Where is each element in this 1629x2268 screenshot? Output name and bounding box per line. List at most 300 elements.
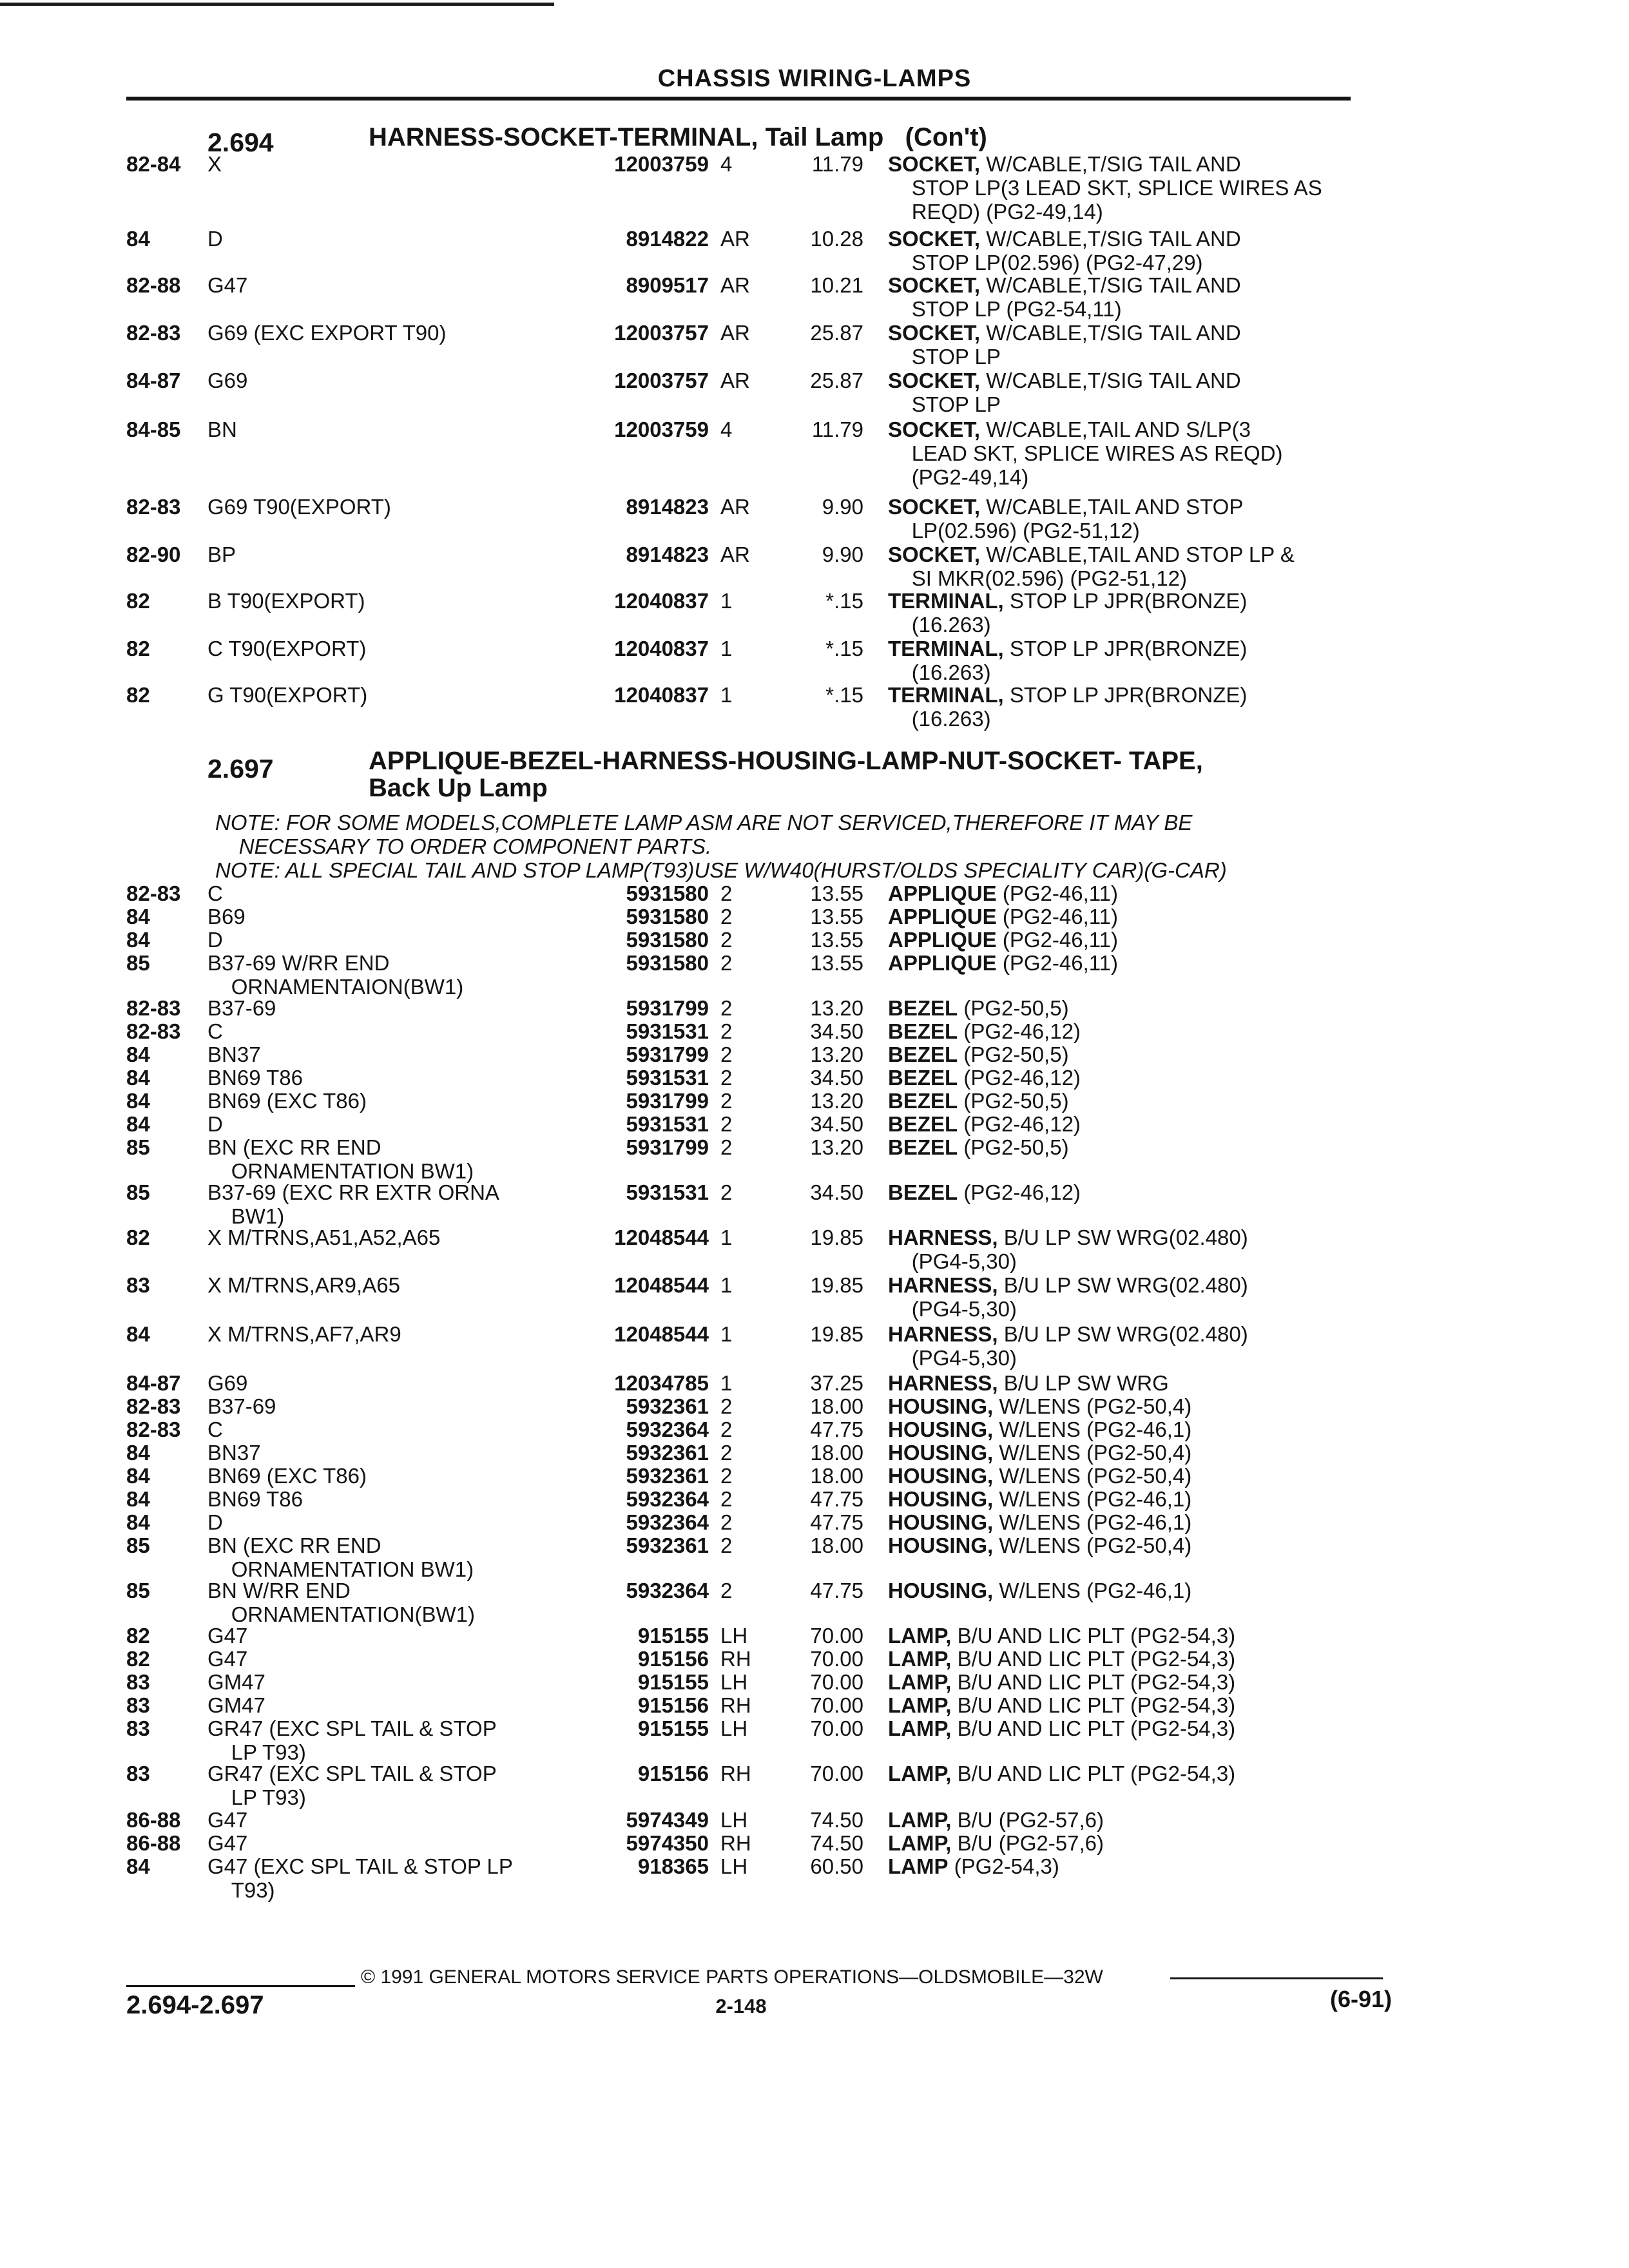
part-number: 5931799 [626, 996, 709, 1020]
quantity: 2 [720, 1089, 733, 1113]
part-number: 12003757 [614, 369, 709, 392]
part-number: 8914823 [626, 543, 709, 566]
price: 34.50 [810, 1066, 863, 1090]
part-name-detail: W/LENS (PG2-46,1) [993, 1510, 1192, 1534]
model-years: 84 [126, 1322, 150, 1346]
part-name-keyword: TERMINAL, [888, 589, 1004, 613]
part-name [888, 1418, 1378, 1441]
part-name-keyword: HOUSING, [888, 1579, 994, 1602]
model-years: 84-87 [126, 369, 181, 392]
section-range: 2.694-2.697 [126, 1991, 264, 2019]
price: 47.75 [810, 1418, 863, 1441]
model-years: 83 [126, 1670, 150, 1694]
part-name-keyword: APPLIQUE [888, 905, 997, 928]
table-row [0, 683, 1629, 731]
part-name-detail: B/U LP SW WRG(02.480) (PG4-5,30) [911, 1322, 1248, 1370]
model-years: 84 [126, 1112, 150, 1136]
model-description: BN69 (EXC T86) [207, 1089, 367, 1113]
part-name-keyword: BEZEL [888, 1043, 958, 1066]
part-name-detail: (PG2-46,12) [958, 1180, 1081, 1204]
quantity: 4 [720, 418, 733, 441]
part-name-detail: (PG2-46,11) [996, 881, 1119, 905]
model-years: 82-83 [126, 321, 181, 345]
model-description: C [207, 1019, 223, 1043]
price: 70.00 [810, 1693, 863, 1717]
part-name [888, 152, 1378, 224]
part-number: 12048544 [614, 1322, 709, 1346]
price: 11.79 [811, 152, 863, 176]
table-row [0, 543, 1629, 590]
part-name-keyword: HARNESS, [888, 1322, 998, 1346]
part-name [888, 881, 1378, 905]
price: 18.00 [810, 1464, 863, 1488]
section-title: HARNESS-SOCKET-TERMINAL, Tail Lamp (Con't) [369, 123, 987, 151]
part-number: 5931531 [626, 1066, 709, 1090]
quantity: 2 [720, 928, 733, 952]
part-name [888, 273, 1378, 321]
part-name-keyword: BEZEL [888, 1019, 958, 1043]
model-years: 84 [126, 1487, 150, 1511]
part-name-detail: (PG2-46,11) [996, 905, 1119, 928]
part-number: 918365 [637, 1854, 709, 1878]
quantity: 2 [720, 1464, 733, 1488]
part-number: 915156 [637, 1647, 709, 1671]
price: *.15 [825, 589, 863, 613]
price: 13.55 [810, 881, 863, 905]
model-years: 84 [126, 905, 150, 928]
part-name [888, 996, 1378, 1020]
part-number: 5931580 [626, 928, 709, 952]
quantity: AR [720, 227, 750, 251]
model-years: 82 [126, 683, 150, 707]
model-description: BN69 (EXC T86) [207, 1464, 367, 1488]
part-name-detail: (PG2-50,5) [958, 1089, 1069, 1113]
model-description: GM47 [207, 1670, 265, 1694]
part-number: 915155 [637, 1670, 709, 1694]
table-row [0, 1854, 1629, 1902]
price: 9.90 [822, 495, 863, 519]
model-description: G47 [207, 273, 248, 297]
part-name-detail: W/LENS (PG2-50,4) [993, 1441, 1192, 1465]
table-row [0, 418, 1629, 489]
part-name-detail: STOP LP JPR(BRONZE) (16.263) [911, 589, 1248, 637]
part-name [888, 1808, 1378, 1832]
part-number: 12003759 [614, 418, 709, 441]
part-name [888, 1831, 1378, 1855]
part-name-keyword: LAMP, [888, 1831, 952, 1855]
table-row [0, 152, 1629, 224]
model-years: 82-83 [126, 881, 181, 905]
part-name [888, 418, 1378, 489]
page-title: CHASSIS WIRING-LAMPS [657, 65, 972, 92]
title-rule [126, 97, 1351, 101]
part-name [888, 637, 1378, 684]
model-description: D [207, 1112, 223, 1136]
quantity: 2 [720, 1066, 733, 1090]
quantity: 2 [720, 996, 733, 1020]
part-number: 5932364 [626, 1510, 709, 1534]
model-years: 85 [126, 1579, 150, 1602]
part-name-detail: STOP LP JPR(BRONZE) (16.263) [911, 637, 1248, 684]
model-description: G69 [207, 369, 248, 392]
price: 60.50 [810, 1854, 863, 1878]
model-description: BN W/RR END ORNAMENTATION(BW1) [207, 1579, 475, 1626]
part-name-keyword: SOCKET, [888, 369, 981, 392]
part-name-keyword: SOCKET, [888, 418, 981, 441]
quantity: 2 [720, 1579, 733, 1602]
footer-rule [126, 1985, 355, 1987]
table-row [0, 951, 1629, 999]
part-name-keyword: BEZEL [888, 1112, 958, 1136]
part-number: 5932364 [626, 1579, 709, 1602]
table-row [0, 1322, 1629, 1370]
price: 18.00 [810, 1441, 863, 1465]
part-name-keyword: LAMP, [888, 1647, 952, 1671]
table-row [0, 1716, 1629, 1764]
part-name [888, 1693, 1378, 1717]
part-name-keyword: HARNESS, [888, 1273, 998, 1297]
model-years: 82 [126, 589, 150, 613]
part-number: 12040837 [614, 637, 709, 660]
part-number: 5932361 [626, 1533, 709, 1557]
part-name-keyword: HOUSING, [888, 1441, 994, 1465]
price: 13.55 [810, 928, 863, 952]
price: 70.00 [810, 1762, 863, 1785]
part-name [888, 543, 1378, 590]
model-years: 82 [126, 637, 150, 660]
model-description: D [207, 1510, 223, 1534]
quantity: 2 [720, 1135, 733, 1159]
quantity: AR [720, 369, 750, 392]
price: 47.75 [810, 1510, 863, 1534]
table-row [0, 1180, 1629, 1228]
part-name [888, 1019, 1378, 1043]
part-name [888, 1854, 1378, 1878]
table-row [0, 273, 1629, 321]
model-years: 84 [126, 1464, 150, 1488]
part-name-keyword: SOCKET, [888, 273, 981, 297]
model-years: 84 [126, 1510, 150, 1534]
part-name-keyword: BEZEL [888, 1135, 958, 1159]
price: 34.50 [810, 1112, 863, 1136]
part-name-detail: B/U AND LIC PLT (PG2-54,3) [951, 1693, 1236, 1717]
price: 19.85 [810, 1322, 863, 1346]
model-description: D [207, 227, 223, 251]
model-years: 82 [126, 1624, 150, 1648]
part-name-detail: (PG2-46,11) [996, 951, 1119, 975]
model-description: G47 [207, 1624, 248, 1648]
part-name [888, 1066, 1378, 1090]
part-name [888, 1225, 1378, 1273]
part-name [888, 495, 1378, 543]
model-description: G T90(EXPORT) [207, 683, 368, 707]
part-name-keyword: HARNESS, [888, 1371, 998, 1395]
price: 13.20 [810, 1043, 863, 1066]
part-number: 5931799 [626, 1089, 709, 1113]
copyright: © 1991 GENERAL MOTORS SERVICE PARTS OPERATIONS—OLDSMOBILE—32W [361, 1966, 1103, 1988]
part-name-keyword: LAMP, [888, 1762, 952, 1785]
model-description: X [207, 152, 222, 176]
quantity: 2 [720, 1180, 733, 1204]
part-name-keyword: LAMP, [888, 1693, 952, 1717]
section-note: NOTE: FOR SOME MODELS,COMPLETE LAMP ASM ARE NOT SERVICED,THEREFORE IT MAY BE NECESSARY TO ORDER COMPONENT PARTS. [215, 811, 1193, 858]
part-name [888, 1089, 1378, 1113]
quantity: LH [720, 1624, 748, 1648]
part-number: 5931580 [626, 881, 709, 905]
model-description: GM47 [207, 1693, 265, 1717]
part-number: 8914823 [626, 495, 709, 519]
part-number: 5932364 [626, 1418, 709, 1441]
price: 18.00 [810, 1394, 863, 1418]
table-row [0, 1135, 1629, 1183]
model-description: BN69 T86 [207, 1487, 303, 1511]
price: *.15 [825, 637, 863, 660]
price: 34.50 [810, 1180, 863, 1204]
part-name-detail: W/CABLE,T/SIG TAIL AND STOP LP [911, 321, 1241, 369]
model-years: 82-88 [126, 273, 181, 297]
table-row [0, 369, 1629, 416]
part-name [888, 1510, 1378, 1534]
part-name-detail: (PG2-46,12) [958, 1066, 1081, 1090]
part-name-detail: W/LENS (PG2-50,4) [993, 1394, 1192, 1418]
part-name [888, 1762, 1378, 1785]
quantity: 2 [720, 1418, 733, 1441]
model-description: B37-69 [207, 996, 276, 1020]
quantity: RH [720, 1831, 751, 1855]
table-row [0, 589, 1629, 637]
model-description: G47 [207, 1831, 248, 1855]
part-name-keyword: SOCKET, [888, 495, 981, 519]
part-name-keyword: HOUSING, [888, 1464, 994, 1488]
model-description: C T90(EXPORT) [207, 637, 367, 660]
part-name-detail: B/U AND LIC PLT (PG2-54,3) [951, 1624, 1236, 1648]
model-description: G69 (EXC EXPORT T90) [207, 321, 447, 345]
part-name [888, 1487, 1378, 1511]
part-name-detail: W/CABLE,T/SIG TAIL AND STOP LP(3 LEAD SKT, SPLICE WIRES AS REQD) (PG2-49,14) [911, 152, 1322, 224]
part-name-detail: STOP LP JPR(BRONZE) (16.263) [911, 683, 1248, 731]
part-name-detail: W/CABLE,TAIL AND STOP LP(02.596) (PG2-51,12) [911, 495, 1244, 543]
part-name-detail: (PG2-54,3) [948, 1854, 1059, 1878]
quantity: AR [720, 273, 750, 297]
part-name-keyword: HOUSING, [888, 1418, 994, 1441]
model-years: 85 [126, 1135, 150, 1159]
model-years: 82-83 [126, 1418, 181, 1441]
revision-date: (6-91) [1329, 1986, 1392, 2012]
part-number: 5931531 [626, 1019, 709, 1043]
part-name-detail: W/CABLE,T/SIG TAIL AND STOP LP(02.596) (PG2-47,29) [911, 227, 1241, 274]
part-name-detail: W/LENS (PG2-46,1) [993, 1579, 1192, 1602]
model-description: G69 [207, 1371, 248, 1395]
model-years: 85 [126, 1533, 150, 1557]
part-number: 5932364 [626, 1487, 709, 1511]
price: 19.85 [810, 1273, 863, 1297]
part-name [888, 1180, 1378, 1204]
price: 13.55 [810, 951, 863, 975]
part-name-detail: (PG2-50,5) [958, 1135, 1069, 1159]
quantity: LH [720, 1854, 748, 1878]
part-number: 5931799 [626, 1135, 709, 1159]
part-number: 915156 [637, 1762, 709, 1785]
part-number: 5932361 [626, 1441, 709, 1465]
price: 10.21 [810, 273, 863, 297]
part-name-keyword: TERMINAL, [888, 683, 1004, 707]
footer-rule [1170, 1977, 1383, 1979]
quantity: AR [720, 495, 750, 519]
part-name [888, 951, 1378, 975]
part-name-keyword: SOCKET, [888, 543, 981, 566]
quantity: 2 [720, 1019, 733, 1043]
part-name-keyword: TERMINAL, [888, 637, 1004, 660]
part-number: 915155 [637, 1624, 709, 1648]
model-description: G69 T90(EXPORT) [207, 495, 391, 519]
quantity: LH [720, 1716, 748, 1740]
part-name-detail: W/CABLE,TAIL AND S/LP(3 LEAD SKT, SPLICE WIRES AS REQD) (PG2-49,14) [911, 418, 1283, 489]
part-name [888, 1371, 1378, 1395]
part-name-detail: (PG2-46,12) [958, 1019, 1081, 1043]
model-description: BN69 T86 [207, 1066, 303, 1090]
model-description: GR47 (EXC SPL TAIL & STOP LP T93) [207, 1762, 497, 1809]
part-name-keyword: HOUSING, [888, 1510, 994, 1534]
part-name-keyword: BEZEL [888, 996, 958, 1020]
part-number: 5974350 [626, 1831, 709, 1855]
price: 13.20 [810, 1135, 863, 1159]
quantity: 1 [720, 1371, 733, 1395]
model-years: 86-88 [126, 1808, 181, 1832]
model-description: B69 [207, 905, 246, 928]
part-name-detail: B/U LP SW WRG [998, 1371, 1169, 1395]
part-name-detail: (PG2-50,5) [958, 996, 1069, 1020]
model-description: B37-69 W/RR END ORNAMENTAION(BW1) [207, 951, 464, 999]
model-years: 82-83 [126, 996, 181, 1020]
model-description: X M/TRNS,A51,A52,A65 [207, 1225, 441, 1249]
part-number: 12034785 [614, 1371, 709, 1395]
part-name-keyword: APPLIQUE [888, 928, 997, 952]
model-years: 82 [126, 1225, 150, 1249]
price: 25.87 [810, 321, 863, 345]
part-name [888, 1043, 1378, 1066]
model-description: B37-69 (EXC RR EXTR ORNA BW1) [207, 1180, 499, 1228]
model-description: C [207, 881, 223, 905]
part-name-keyword: HOUSING, [888, 1487, 994, 1511]
quantity: AR [720, 543, 750, 566]
part-name [888, 905, 1378, 928]
model-description: BN37 [207, 1043, 261, 1066]
price: 70.00 [810, 1716, 863, 1740]
price: 10.28 [810, 227, 863, 251]
table-row [0, 1225, 1629, 1273]
price: 47.75 [810, 1487, 863, 1511]
price: 70.00 [810, 1670, 863, 1694]
part-name-keyword: HARNESS, [888, 1225, 998, 1249]
part-number: 12003759 [614, 152, 709, 176]
part-name [888, 321, 1378, 369]
model-years: 82-84 [126, 152, 181, 176]
price: 37.25 [810, 1371, 863, 1395]
model-years: 83 [126, 1716, 150, 1740]
quantity: 2 [720, 905, 733, 928]
part-name-detail: W/LENS (PG2-46,1) [993, 1487, 1192, 1511]
part-name-keyword: APPLIQUE [888, 881, 997, 905]
part-name-keyword: APPLIQUE [888, 951, 997, 975]
part-name [888, 1624, 1378, 1648]
part-name-keyword: LAMP, [888, 1716, 952, 1740]
part-number: 915156 [637, 1693, 709, 1717]
model-years: 82 [126, 1647, 150, 1671]
part-name-detail: W/CABLE,T/SIG TAIL AND STOP LP (PG2-54,11) [911, 273, 1241, 321]
part-name [888, 589, 1378, 637]
part-name-detail: B/U AND LIC PLT (PG2-54,3) [951, 1762, 1236, 1785]
part-number: 5931799 [626, 1043, 709, 1066]
part-number: 8909517 [626, 273, 709, 297]
part-name-detail: W/LENS (PG2-46,1) [993, 1418, 1192, 1441]
price: 70.00 [810, 1624, 863, 1648]
part-number: 5931531 [626, 1180, 709, 1204]
price: 74.50 [810, 1831, 863, 1855]
model-years: 82-83 [126, 1394, 181, 1418]
model-years: 84 [126, 1043, 150, 1066]
part-number: 5932361 [626, 1394, 709, 1418]
price: 13.20 [810, 996, 863, 1020]
section-number: 2.697 [207, 754, 274, 783]
quantity: 1 [720, 683, 733, 707]
price: 70.00 [810, 1647, 863, 1671]
part-name-detail: (PG2-50,5) [958, 1043, 1069, 1066]
part-number: 5931580 [626, 905, 709, 928]
quantity: 4 [720, 152, 733, 176]
part-name-keyword: LAMP [888, 1854, 949, 1878]
part-name [888, 1464, 1378, 1488]
quantity: 2 [720, 1510, 733, 1534]
model-description: BN (EXC RR END ORNAMENTATION BW1) [207, 1135, 474, 1183]
price: 11.79 [811, 418, 863, 441]
section-number: 2.694 [207, 128, 274, 157]
part-number: 5932361 [626, 1464, 709, 1488]
part-name [888, 1135, 1378, 1159]
price: 18.00 [810, 1533, 863, 1557]
part-name-detail: (PG2-46,12) [958, 1112, 1081, 1136]
model-years: 86-88 [126, 1831, 181, 1855]
model-years: 84 [126, 1441, 150, 1465]
quantity: RH [720, 1762, 751, 1785]
model-years: 84-85 [126, 418, 181, 441]
price: 47.75 [810, 1579, 863, 1602]
quantity: 1 [720, 637, 733, 660]
part-number: 12048544 [614, 1273, 709, 1297]
table-row [0, 1762, 1629, 1809]
part-name-keyword: SOCKET, [888, 227, 981, 251]
quantity: 2 [720, 1533, 733, 1557]
table-row [0, 1533, 1629, 1581]
quantity: RH [720, 1647, 751, 1671]
quantity: 1 [720, 1273, 733, 1297]
part-number: 12040837 [614, 683, 709, 707]
model-description: D [207, 928, 223, 952]
model-years: 84 [126, 1854, 150, 1878]
part-name-detail: B/U AND LIC PLT (PG2-54,3) [951, 1670, 1236, 1694]
part-number: 915155 [637, 1716, 709, 1740]
table-row [0, 1273, 1629, 1321]
quantity: 1 [720, 1322, 733, 1346]
quantity: 2 [720, 1487, 733, 1511]
part-name [888, 1394, 1378, 1418]
table-row [0, 227, 1629, 274]
part-name [888, 928, 1378, 952]
price: 13.55 [810, 905, 863, 928]
part-number: 12003757 [614, 321, 709, 345]
model-description: BN (EXC RR END ORNAMENTATION BW1) [207, 1533, 474, 1581]
model-years: 83 [126, 1273, 150, 1297]
part-name [888, 1112, 1378, 1136]
